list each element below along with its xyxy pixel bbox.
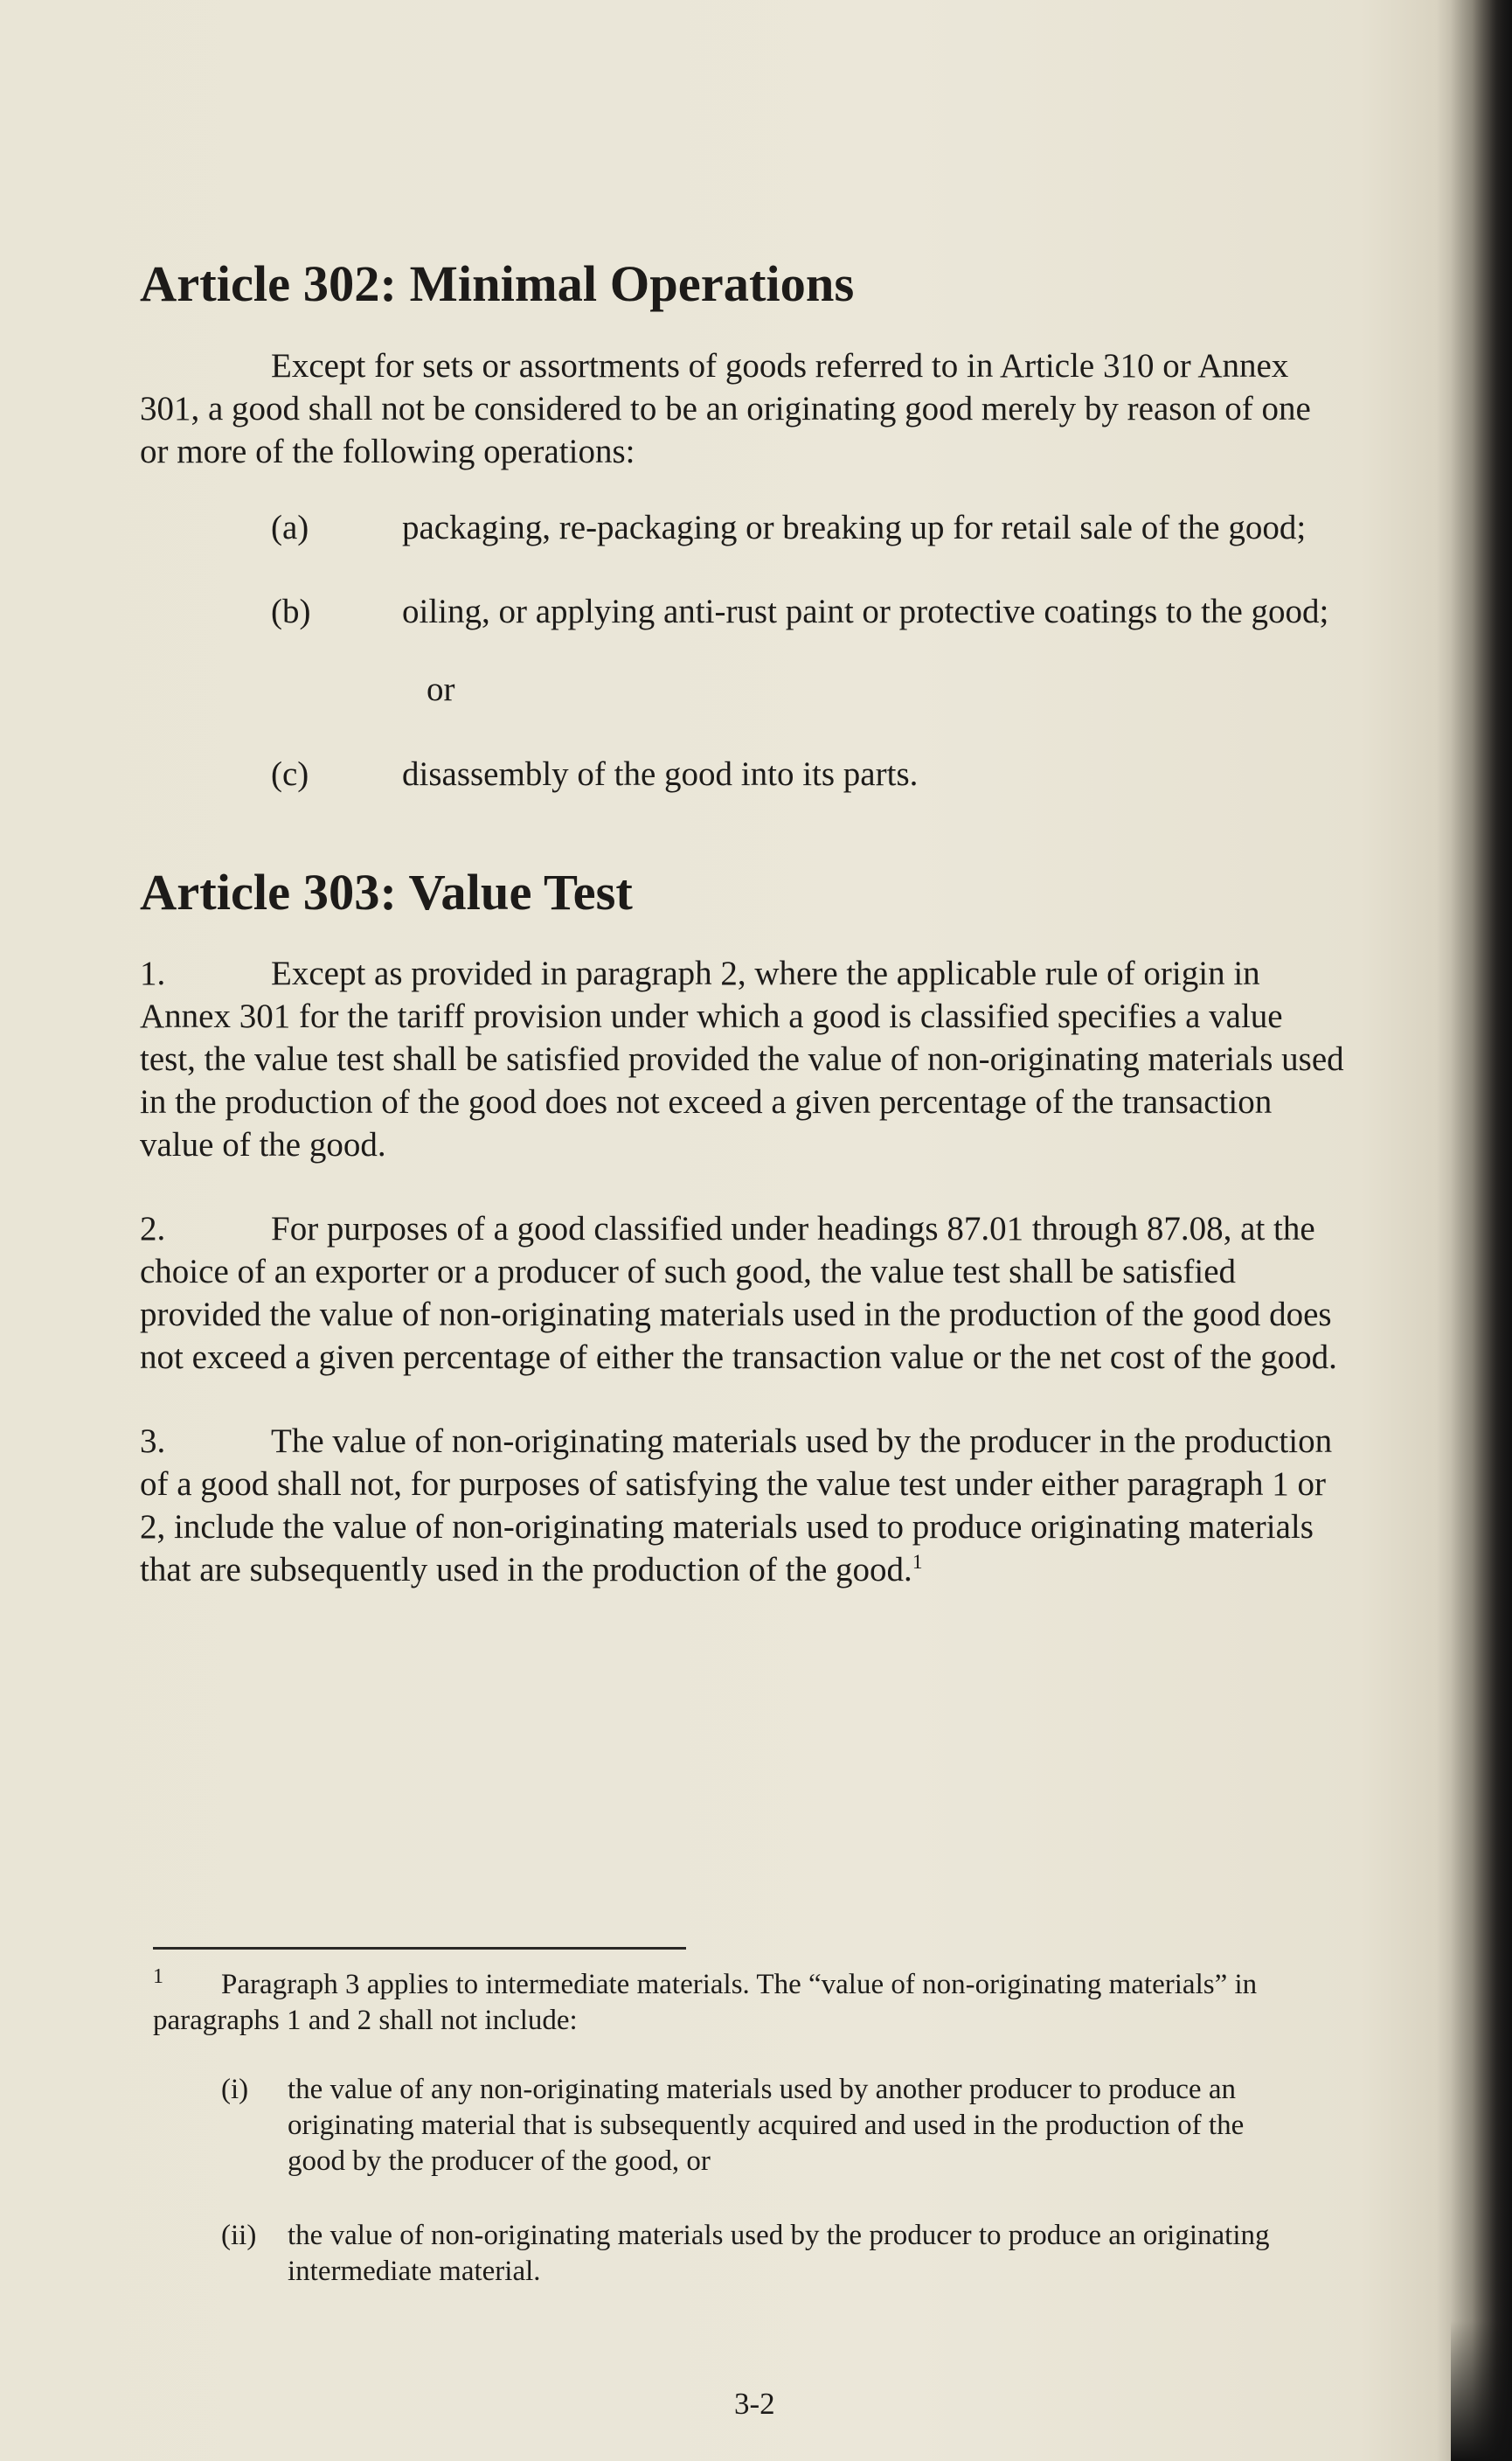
paragraph-text: The value of non-originating materials used by the producer in the production of a good shall not, for purposes of satisfying the value test under either paragraph 1 or 2, include the value of non-originating materials used to produce originating materials that are subsequently used in the production of the good. [140,1422,1333,1589]
footnote-section [153,1967,1289,2290]
footnote-list-item [221,2072,1289,2179]
article-303-heading: Article 303: Value Test [140,864,633,921]
footnote-reference[interactable]: 1 [912,1551,923,1574]
paragraph-text: For purposes of a good classified under headings 87.01 through 87.08, at the choice of an exporter or a producer of such good, the value test shall be satisfied provided the value of non-originating materials used in the production of the good does not exceed a given percentage of either the transaction value or the net cost of the good. [140,1210,1337,1376]
list-marker: (c) [271,755,309,793]
list-marker: (ii) [221,2220,257,2251]
page-number: 3-2 [734,2387,775,2421]
article-302-intro: Except for sets or assortments of goods referred to in Article 310 or Annex 301, a good shall not be considered to be an originating good merely by reason of one or more of the following operations: [140,347,1311,470]
numbered-paragraph [140,952,1346,1166]
list-item [271,506,1346,549]
list-item [271,753,1346,796]
page-corner-shadow [1451,2321,1512,2461]
list-item-text: the value of non-originating materials used by the producer to produce an originating intermediate material. [288,2220,1270,2287]
list-item-text: disassembly of the good into its parts. [402,755,919,793]
paragraph-number: 2. [140,1210,166,1248]
footnote-text: 1 Paragraph 3 applies to intermediate materials. The “value of non-originating materials” in paragraphs 1 and 2 shall not include: [153,1965,1258,2036]
paragraph-number: 1. [140,955,166,992]
footnote-divider [153,1947,686,1950]
article-302-heading: Article 302: Minimal Operations [140,255,855,312]
list-marker: (a) [271,509,309,546]
numbered-paragraph [140,1420,1346,1591]
book-spine-shadow [1451,0,1512,2461]
footnote-body: Paragraph 3 applies to intermediate materials. The “value of non-originating materials” in paragraphs 1 and 2 shall not include: [153,1969,1258,2036]
list-item [271,590,1346,633]
footnote-list-item [221,2218,1289,2290]
list-marker: (b) [271,593,311,630]
paragraph-text: Except as provided in paragraph 2, where the applicable rule of origin in Annex 301 for the tariff provision under which a good is classified specifies a value test, the value test shall be satisfied provided the value of non-originating materials used in the production of the good does not exceed a given percentage of the transaction value of the good. [140,955,1344,1164]
list-item-text: the value of any non-originating materials used by another producer to produce an originating material that is subsequently acquired and used in the production of the good by the producer of the good, or [288,2074,1245,2177]
document-body [140,255,1346,1591]
paragraph-number: 3. [140,1422,166,1460]
numbered-paragraph [140,1207,1346,1379]
list-item-text: packaging, re-packaging or breaking up for retail sale of the good; [402,509,1307,546]
list-item-text: oiling, or applying anti-rust paint or protective coatings to the good; [402,593,1329,630]
list-marker: (i) [221,2074,249,2105]
or-connector: or [427,671,455,708]
